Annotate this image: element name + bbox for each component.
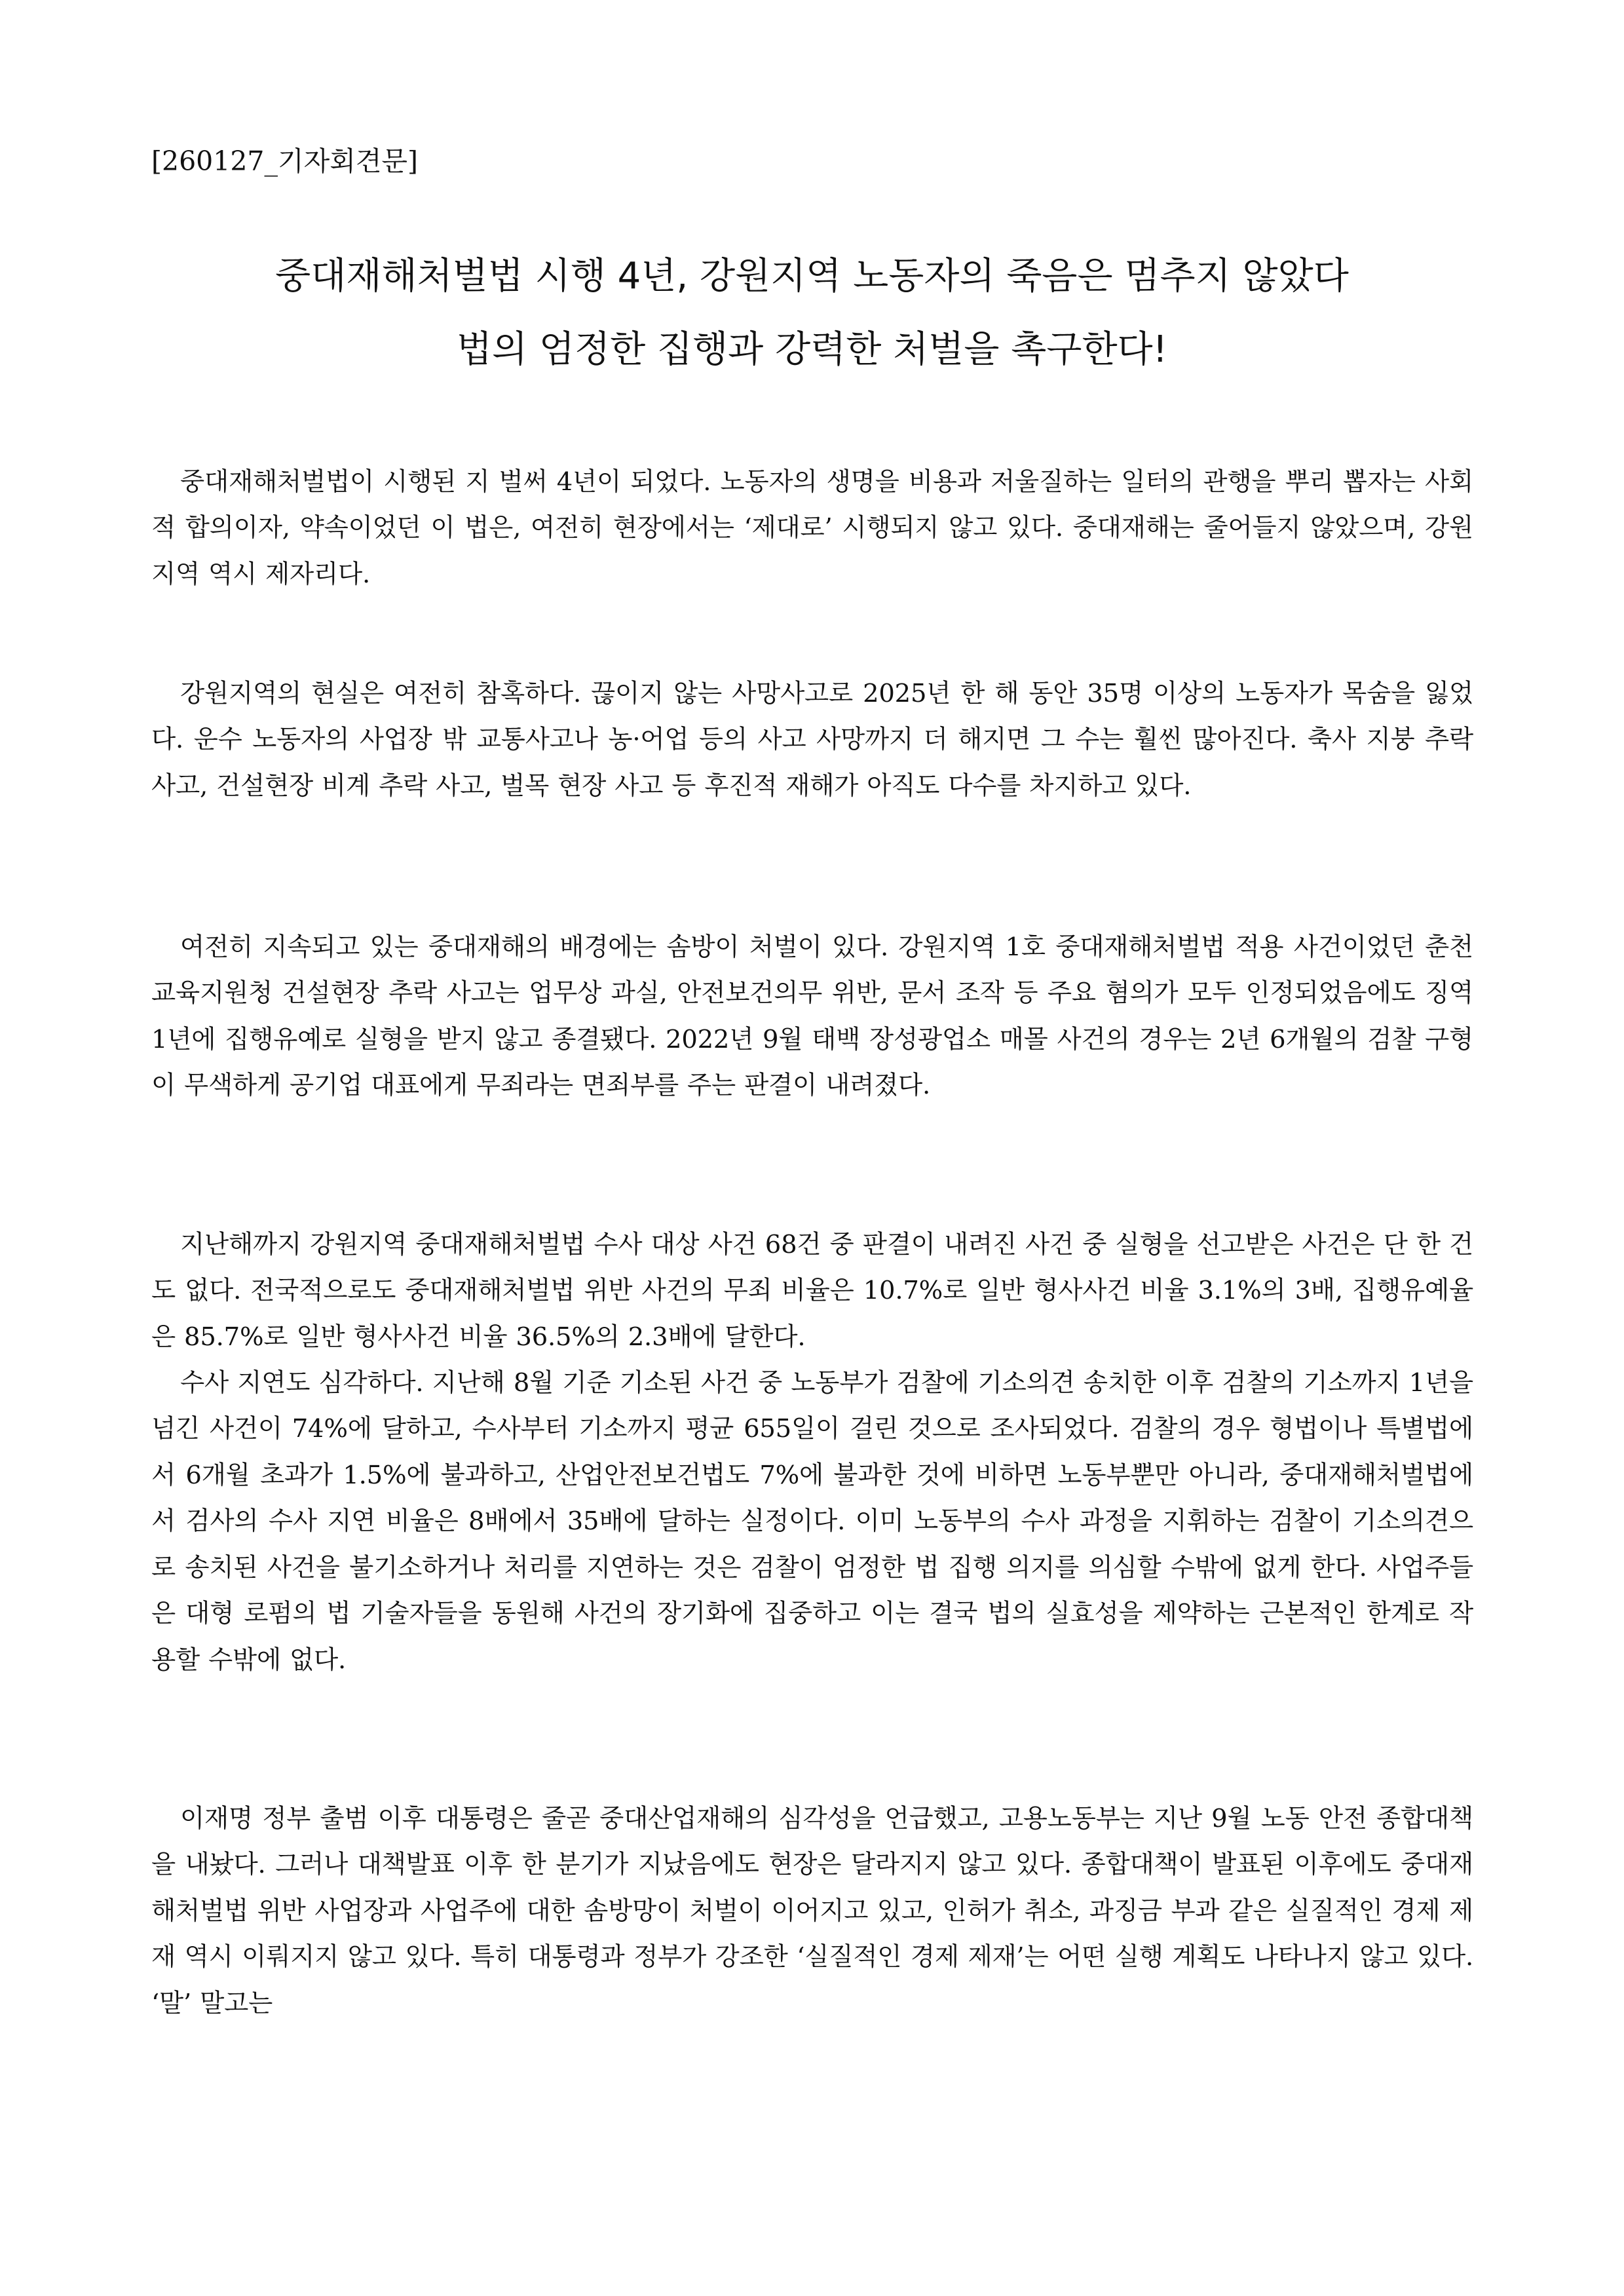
paragraph-3: 여전히 지속되고 있는 중대재해의 배경에는 솜방이 처벌이 있다. 강원지역 1호 중대재해처벌법 적용 사건이었던 춘천교육지원청 건설현장 추락 사고는 업무상 과실, 안전보건의무 위반, 문서 조작 등 주요 혐의가 모두 인정되었음에도 징역 1년에 집행유예로 실형을 받지 않고 종결됐다. 2022년 9월 태백 장성광업소 매몰 사건의 경우는 2년 6개월의 검찰 구형이 무색하게 공기업 대표에게 무죄라는 면죄부를 주는 판결이 내려졌다.: [151, 932, 1473, 1100]
paragraph-6: 이재명 정부 출범 이후 대통령은 줄곧 중대산업재해의 심각성을 언급했고, 고용노동부는 지난 9월 노동 안전 종합대책을 내놨다. 그러나 대책발표 이후 한 분기가 지났음에도 현장은 달라지지 않고 있다. 종합대책이 발표된 이후에도 중대재해처벌법 위반 사업장과 사업주에 대한 솜방망이 처벌이 이어지고 있고, 인허가 취소, 과징금 부과 같은 실질적인 경제 제재 역시 이뤄지지 않고 있다. 특히 대통령과 정부가 강조한 ‘실질적인 경제 제재’는 어떤 실행 계획도 나타나지 않고 있다. ‘말’ 말고는: [151, 1803, 1473, 2018]
paragraph-2: 강원지역의 현실은 여전히 참혹하다. 끊이지 않는 사망사고로 2025년 한 해 동안 35명 이상의 노동자가 목숨을 잃었다. 운수 노동자의 사업장 밖 교통사고나 농·어업 등의 사고 사망까지 더 해지면 그 수는 훨씬 많아진다. 축사 지붕 추락 사고, 건설현장 비계 추락 사고, 벌목 현장 사고 등 후진적 재해가 아직도 다수를 차지하고 있다.: [151, 678, 1473, 801]
headline-line-2: 법의 엄정한 집행과 강력한 처벌을 촉구한다!: [456, 328, 1168, 371]
paragraph-4: 지난해까지 강원지역 중대재해처벌법 수사 대상 사건 68건 중 판결이 내려진 사건 중 실형을 선고받은 사건은 단 한 건도 없다. 전국적으로도 중대재해처벌법 위반 사건의 무죄 비율은 10.7%로 일반 형사사건 비율 3.1%의 3배, 집행유예율은 85.7%로 일반 형사사건 비율 36.5%의 2.3배에 달한다.: [151, 1229, 1473, 1352]
headline-line-1: 중대재해처벌법 시행 4년, 강원지역 노동자의 죽음은 멈추지 않았다: [275, 255, 1349, 297]
document-tag: [260127_기자회견문]: [151, 145, 419, 177]
paragraph-5: 수사 지연도 심각하다. 지난해 8월 기준 기소된 사건 중 노동부가 검찰에 기소의견 송치한 이후 검찰의 기소까지 1년을 넘긴 사건이 74%에 달하고, 수사부터 기소까지 평균 655일이 걸린 것으로 조사되었다. 검찰의 경우 형법이나 특별법에서 6개월 초과가 1.5%에 불과하고, 산업안전보건법도 7%에 불과한 것에 비하면 노동부뿐만 아니라, 중대재해처벌법에서 검사의 수사 지연 비율은 8배에서 35배에 달하는 실정이다. 이미 노동부의 수사 과정을 지휘하는 검찰이 기소의견으로 송치된 사건을 불기소하거나 처리를 지연하는 것은 검찰이 엄정한 법 집행 의지를 의심할 수밖에 없게 한다. 사업주들은 대형 로펌의 법 기술자들을 동원해 사건의 장기화에 집중하고 이는 결국 법의 실효성을 제약하는 근본적인 한계로 작용할 수밖에 없다.: [151, 1368, 1473, 1675]
paragraph-1: 중대재해처벌법이 시행된 지 벌써 4년이 되었다. 노동자의 생명을 비용과 저울질하는 일터의 관행을 뿌리 뽑자는 사회적 합의이자, 약속이었던 이 법은, 여전히 현장에서는 ‘제대로’ 시행되지 않고 있다. 중대재해는 줄어들지 않았으며, 강원지역 역시 제자리다.: [151, 467, 1473, 589]
